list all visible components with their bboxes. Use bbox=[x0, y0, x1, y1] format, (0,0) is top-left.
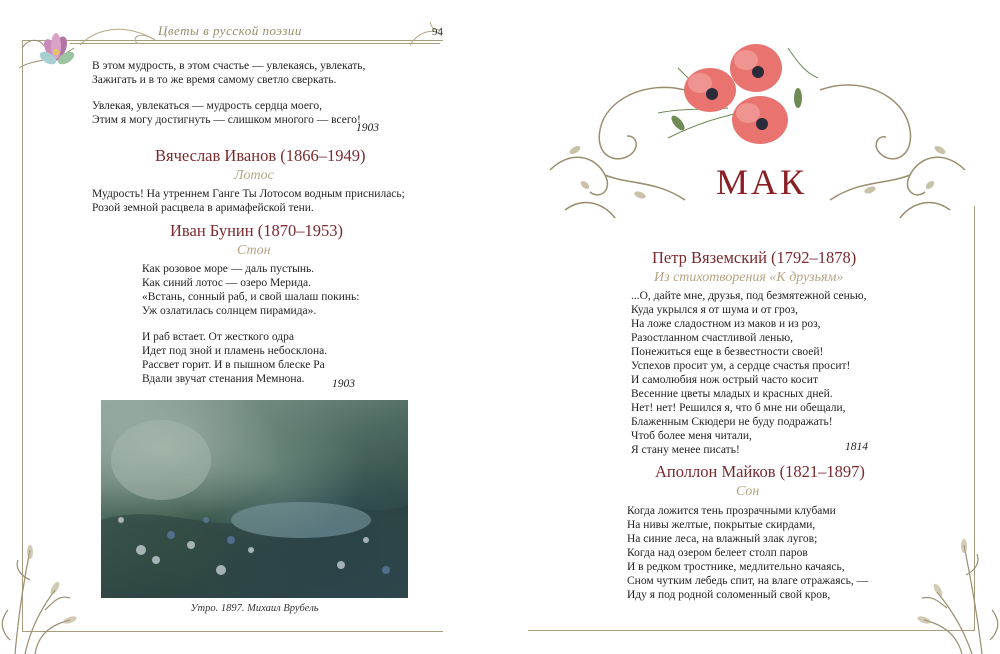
verse-line: Как розовое море — даль пустынь. bbox=[142, 263, 315, 275]
verse-line: Зажигать и в то же время самому светло сверкать. bbox=[92, 74, 337, 86]
verse-line: Чтоб более меня читали, bbox=[631, 430, 752, 442]
verse-line: ...О, дайте мне, друзья, под безмятежной сенью, bbox=[631, 290, 867, 302]
running-head: Цветы в русской поэзии bbox=[158, 23, 302, 38]
poem-title: Лотос bbox=[234, 168, 274, 183]
poem-title: Из стихотворения «К друзьям» bbox=[654, 270, 844, 285]
verse-line: На нивы желтые, покрытые скирдами, bbox=[627, 519, 816, 531]
verse-line: Куда укрылся я от шума и от гроз, bbox=[631, 304, 798, 316]
verse-line: Увлекая, увлекаться — мудрость сердца моего, bbox=[92, 100, 322, 112]
verse-line: Когда ложится тень прозрачными клубами bbox=[627, 505, 836, 517]
poem-moan bbox=[142, 262, 359, 386]
title-swirl-left-ornament bbox=[545, 70, 695, 220]
verse-line: «Встань, сонный раб, и свой шалаш покинь: bbox=[142, 291, 360, 303]
verse-line: Блаженным Скюдери не буду подражать! bbox=[631, 416, 833, 428]
verse-line: Как синий лотос — озеро Мерида. bbox=[142, 277, 311, 289]
verse-line: Весенние цветы младых и красных дней. bbox=[631, 388, 833, 400]
plant-corner-ornament bbox=[0, 540, 90, 654]
author-heading: Аполлон Майков (1821–1897) bbox=[655, 462, 865, 481]
verse-line: Нет! нет! Решился я, что б мне ни обещали, bbox=[631, 402, 846, 414]
poem-dream bbox=[627, 504, 868, 602]
verse-line: И в редком тростнике, медлительно качаясь, bbox=[627, 561, 845, 573]
poem-year: 1903 bbox=[332, 378, 355, 390]
verse-line: Уж озлатилась солнцем пирамида». bbox=[142, 305, 317, 317]
poem-lotus bbox=[92, 187, 405, 215]
verse-line: Когда над озером белеет столп паров bbox=[627, 547, 808, 559]
verse-line: Иду я под родной соломенный свой кров, bbox=[627, 589, 831, 601]
title-swirl-right-ornament bbox=[810, 60, 970, 220]
verse-line: Понежиться еще в безвестности своей! bbox=[631, 346, 824, 358]
page-number: 94 bbox=[432, 26, 443, 38]
poem-year: 1903 bbox=[356, 122, 379, 134]
poem-year: 1814 bbox=[845, 441, 868, 453]
verse-line: И раб встает. От жесткого одра bbox=[142, 331, 294, 343]
poem-title: Сон bbox=[736, 484, 760, 499]
verse-line: Рассвет горит. И в пышном блеске Ра bbox=[142, 359, 325, 371]
verse-line: Мудрость! На утреннем Ганге Ты Лотосом водным приснилась; bbox=[92, 188, 405, 200]
chapter-title: МАК bbox=[716, 162, 808, 202]
poem-to-friends bbox=[631, 289, 867, 457]
verse-line: Розой земной расцвела в аримафейской тени. bbox=[92, 202, 314, 214]
verse-line: Я стану менее писать! bbox=[631, 444, 740, 456]
verse-line: Разостланном счастливой ленью, bbox=[631, 332, 794, 344]
author-heading: Петр Вяземский (1792–1878) bbox=[652, 248, 857, 267]
verse-line: На синие леса, на влажный злак лугов; bbox=[627, 533, 818, 545]
verse-line: Вдали звучат стенания Мемнона. bbox=[142, 373, 305, 385]
verse-line: Этим я могу достигнуть — слишком многого — всего! bbox=[92, 114, 361, 126]
verse-line: На ложе сладостном из маков и из роз, bbox=[631, 318, 821, 330]
verse-line: Идет под зной и пламень небосклона. bbox=[142, 345, 328, 357]
verse-line: Успехов просит ум, а сердце счастья просит! bbox=[631, 360, 851, 372]
plant-corner-ornament bbox=[912, 530, 1000, 654]
poem-title: Стон bbox=[237, 243, 271, 258]
verse-line: И самолюбия нож острый часто косит bbox=[631, 374, 818, 386]
author-heading: Иван Бунин (1870–1953) bbox=[170, 221, 343, 240]
author-heading: Вячеслав Иванов (1866–1949) bbox=[155, 146, 366, 165]
painting-image bbox=[101, 400, 408, 598]
painting-caption: Утро. 1897. Михаил Врубель bbox=[190, 603, 319, 614]
verse-line: Сном чутким лебедь спит, на влаге отражаясь, — bbox=[627, 575, 869, 587]
verse-line: В этом мудрость, в этом счастье — увлекаясь, увлекать, bbox=[92, 60, 366, 72]
poem-continuation bbox=[92, 59, 365, 127]
